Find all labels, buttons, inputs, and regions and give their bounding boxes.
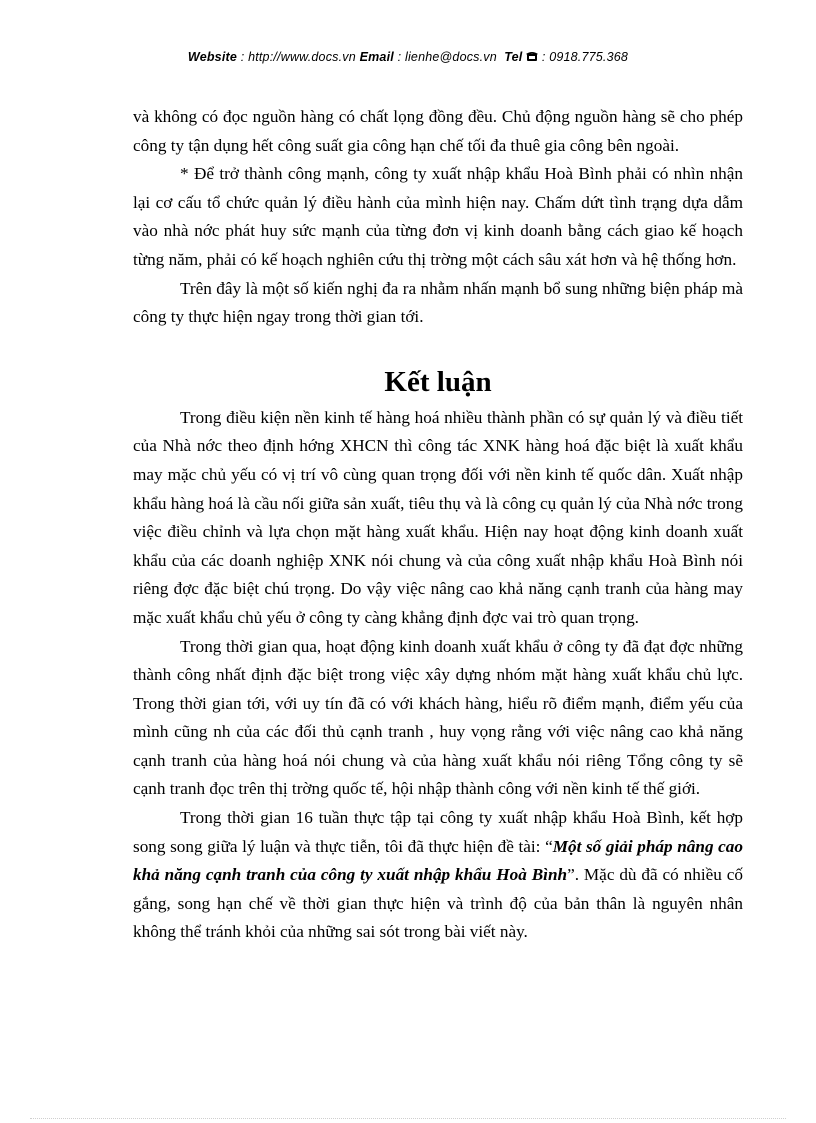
website-label: Website <box>187 50 238 64</box>
document-body <box>133 103 743 947</box>
paragraph-5: Trong thời gian qua, hoạt động kinh doanh xuất khẩu ở công ty đã đạt đợc những thành công nhất định đặc biệt trong việc xây dựng nhóm mặt hàng xuất khẩu chủ lực. Trong thời gian tới, với uy tín đã có với khách hàng, hiểu rõ điểm mạnh, điểm yếu của mình cũng nh của các đối thủ cạnh tranh , huy vọng rằng với việc nâng cao khả năng cạnh tranh của hàng hoá nói chung và của hàng xuất khẩu nói riêng Tổng công ty sẽ cạnh tranh đọc trên thị trờng quốc tế, hội nhập thành công với nền kinh tế thế giới. <box>133 636 743 799</box>
website-value: : http://www.docs.vn <box>240 50 356 64</box>
paragraph-6-before: Trong thời gian 16 tuần thực tập tại công ty xuất nhập khẩu Hoà Bình, kết hợp song song giữa lý luận và thực tiễn, tôi đã thực hiện đề tài: “ <box>133 808 743 856</box>
footer-divider <box>30 1118 786 1119</box>
thesis-title-emphasis: Một số giải pháp nâng cao khả năng cạnh tranh của công ty xuất nhập khẩu Hoà Bình <box>133 836 743 885</box>
email-label: Email <box>359 50 394 64</box>
paragraph-4: Trong điều kiện nền kinh tế hàng hoá nhiều thành phần có sự quản lý và điều tiết của Nhà nớc theo định hớng XHCN thì công tác XNK hàng hoá đặc biệt là xuất khẩu may mặc chủ yếu có vị trí vô cùng quan trọng đối với nền kinh tế quốc dân. Xuất nhập khẩu hàng hoá là cầu nối giữa sản xuất, tiêu thụ và là công cụ quản lý của Nhà nớc trong việc điều chỉnh và lựa chọn mặt hàng xuất khẩu. Hiện nay hoạt động kinh doanh xuất khẩu của các doanh nghiệp XNK nói chung và của công xuất nhập khẩu Hoà Bình nói riêng đợc đặc biệt chú trọng. Do vậy việc nâng cao khả năng cạnh tranh của hàng may mặc xuất khẩu chủ yếu ở công ty càng khẳng định đợc vai trò quan trọng. <box>133 407 743 627</box>
section-title: Kết luận <box>384 365 492 398</box>
paragraph-2: * Để trở thành công mạnh, công ty xuất nhập khẩu Hoà Bình phải có nhìn nhận lại cơ cấu tổ chức quản lý điều hành của mình hiện nay. Chấm dứt tình trạng dựa dẫm vào nhà nớc phát huy sức mạnh của từng đơn vị kinh doanh bằng cách giao kế hoạch từng năm, phải có kế hoạch nghiên cứu thị trờng một cách sâu xát hơn và hệ thống hơn. <box>133 164 743 269</box>
email-value: : lienhe@docs.vn <box>397 50 497 64</box>
paragraph-1: và không có đọc nguồn hàng có chất lọng đồng đều. Chủ động nguồn hàng sẽ cho phép công ty tận dụng hết công suất gia công hạn chế tối đa thuê gia công bên ngoài. <box>133 107 743 155</box>
tel-value: : 0918.775.368 <box>541 50 629 64</box>
phone-icon <box>526 51 538 65</box>
paragraph-6-after: ”. Mặc dù đã có nhiều cố gắng, song hạn chế về thời gian thực hiện và trình độ của bản thân là nguyên nhân không thể tránh khỏi của những sai sót trong bài viết này. <box>133 865 743 942</box>
paragraph-3: Trên đây là một số kiến nghị đa ra nhằm nhấn mạnh bổ sung những biện pháp mà công ty thực hiện ngay trong thời gian tới. <box>133 278 743 327</box>
tel-label: Tel <box>504 50 523 64</box>
page-header <box>0 50 816 65</box>
paragraph-6 <box>133 804 743 947</box>
